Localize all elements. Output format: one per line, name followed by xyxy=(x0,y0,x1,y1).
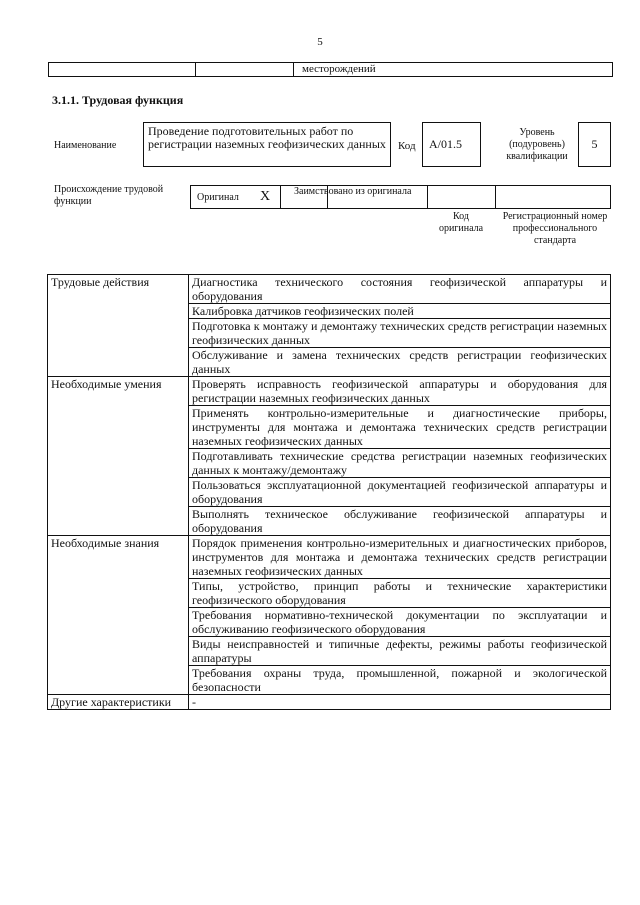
previous-row-text: месторождений xyxy=(302,63,376,75)
previous-table-row xyxy=(48,62,613,77)
level-value: 5 xyxy=(578,122,611,167)
section-item: Типы, устройство, принцип работы и технические характеристики геофизического оборудования xyxy=(189,579,611,608)
section-label: Другие характеристики xyxy=(48,695,189,710)
original-label: Оригинал xyxy=(197,192,239,203)
section-item: Применять контрольно-измерительные и диагностические приборы, инструменты для монтажа и демонтажа технических средств регистрации наземных геофизических данных xyxy=(189,406,611,449)
function-code-value: A/01.5 xyxy=(422,122,481,167)
labor-function-table xyxy=(47,274,611,710)
section-item: Калибровка датчиков геофизических полей xyxy=(189,304,611,319)
origin-table xyxy=(190,185,611,209)
borrowed-label: Заимствовано из оригинала xyxy=(294,186,412,197)
origin-label: Происхождение трудовой функции xyxy=(54,184,164,207)
section-item: Обслуживание и замена технических средств регистрации геофизических данных xyxy=(189,348,611,377)
section-item: Требования охраны труда, промышленной, пожарной и экологической безопасности xyxy=(189,666,611,695)
table-row xyxy=(48,377,611,406)
function-name-value: Проведение подготовительных работ по регистрации наземных геофизических данных xyxy=(143,122,391,167)
empty-cell xyxy=(195,63,294,76)
name-label: Наименование xyxy=(54,140,117,151)
empty-cell xyxy=(49,63,196,76)
code-label: Код xyxy=(398,140,416,152)
section-item: Выполнять техническое обслуживание геофизической аппаратуры и оборудования xyxy=(189,507,611,536)
section-label: Трудовые действия xyxy=(48,275,189,377)
level-label: Уровень (подуровень) квалификации xyxy=(506,127,568,162)
section-item: Виды неисправностей и типичные дефекты, режимы работы геофизической аппаратуры xyxy=(189,637,611,666)
section-label: Необходимые умения xyxy=(48,377,189,536)
section-label: Необходимые знания xyxy=(48,536,189,695)
section-item: Проверять исправность геофизической аппаратуры и оборудования для регистрации наземных геофизических данных xyxy=(189,377,611,406)
section-heading: 3.1.1. Трудовая функция xyxy=(52,93,184,107)
page-number: 5 xyxy=(317,36,323,48)
section-item: Пользоваться эксплуатационной документацией геофизической аппаратуры и оборудования xyxy=(189,478,611,507)
table-row xyxy=(48,695,611,710)
table-row xyxy=(48,536,611,579)
section-item: Порядок применения контрольно-измерительных и диагностических приборов, инструментов для монтажа и демонтажа технических средств регистрации наземных геофизических данных xyxy=(189,536,611,579)
reg-number-caption: Регистрационный номер профессионального стандарта xyxy=(502,211,608,246)
section-item: Подготовка к монтажу и демонтажу технических средств регистрации наземных геофизических данных xyxy=(189,319,611,348)
code-original-caption: Код оригинала xyxy=(438,211,484,234)
section-item: Подготавливать технические средства регистрации наземных геофизических данных к монтажу/демонтажу xyxy=(189,449,611,478)
section-item: - xyxy=(189,695,611,710)
original-mark: X xyxy=(260,189,271,204)
section-item: Требования нормативно-технической документации по эксплуатации и обслуживанию геофизического оборудования xyxy=(189,608,611,637)
table-row xyxy=(48,275,611,304)
section-item: Диагностика технического состояния геофизической аппаратуры и оборудования xyxy=(189,275,611,304)
